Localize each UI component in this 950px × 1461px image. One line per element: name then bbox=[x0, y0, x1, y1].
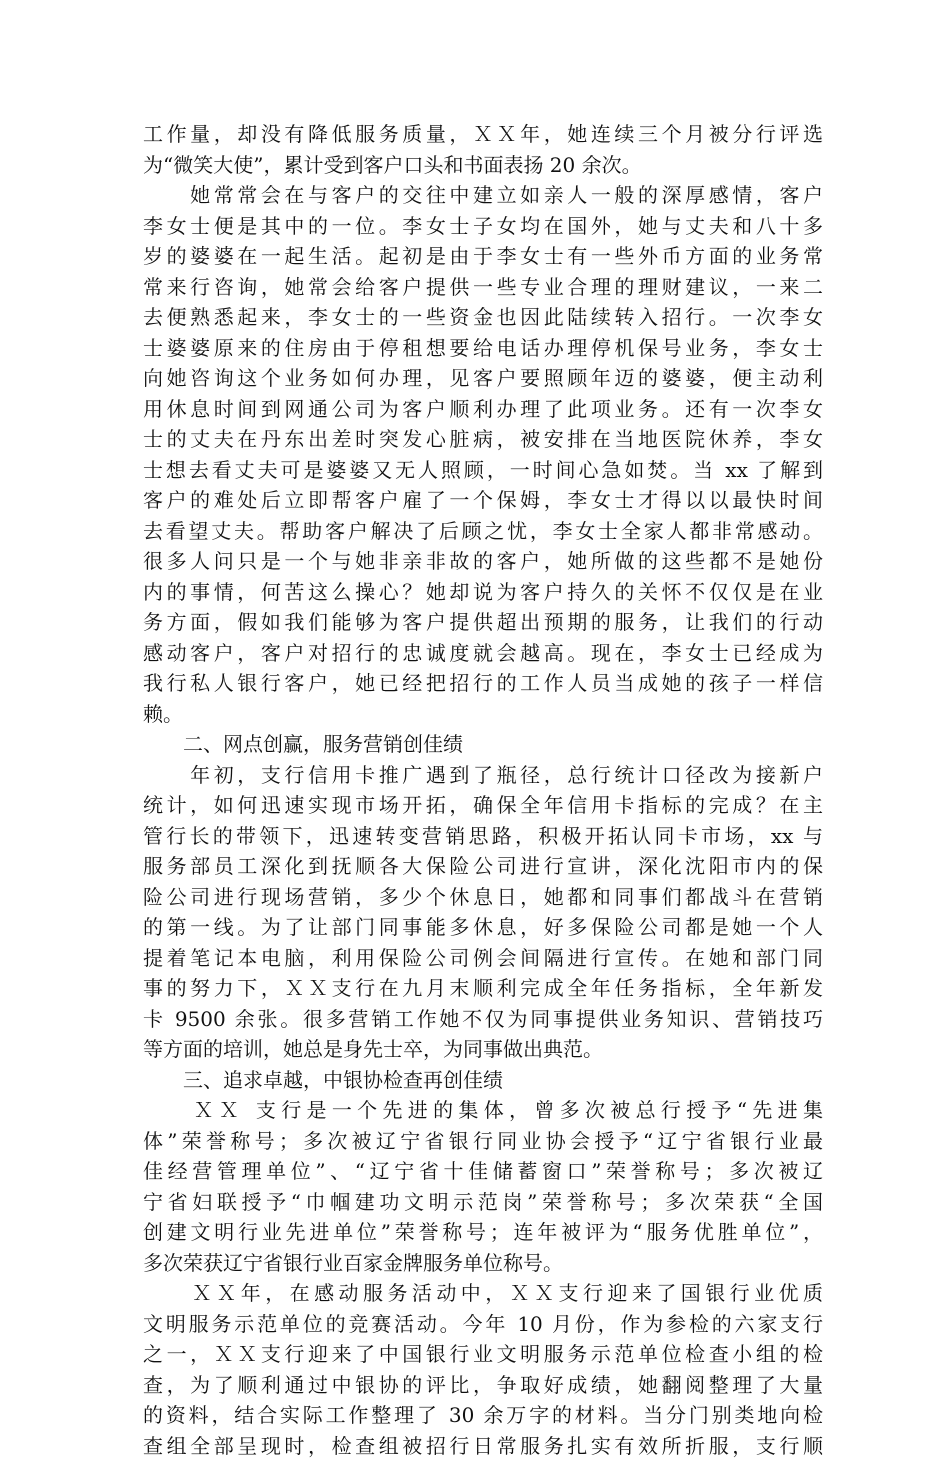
text-line: 管行长的带领下，迅速转变营销思路，积极开拓认同卡市场，xx 与 bbox=[143, 821, 823, 852]
text-line: 我行私人银行客户，她已经把招行的工作人员当成她的孩子一样信 bbox=[143, 668, 823, 699]
text-line: 李女士便是其中的一位。李女士子女均在国外，她与丈夫和八十多 bbox=[143, 211, 823, 242]
text-line: 感动客户，客户对招行的忠诚度就会越高。现在，李女士已经成为 bbox=[143, 638, 823, 669]
text-line: 宁省妇联授予“巾帼建功文明示范岗”荣誉称号；多次荣获“全国 bbox=[143, 1187, 823, 1218]
text-line: 佳经营管理单位”、“辽宁省十佳储蓄窗口”荣誉称号；多次被辽 bbox=[143, 1156, 823, 1187]
text-line: 内的事情，何苦这么操心？她却说为客户持久的关怀不仅仅是在业 bbox=[143, 577, 823, 608]
text-line: 去便熟悉起来，李女士的一些资金也因此陆续转入招行。一次李女 bbox=[143, 302, 823, 333]
text-line: ＸＸ年，在感动服务活动中，ＸＸ支行迎来了国银行业优质 bbox=[143, 1278, 823, 1309]
text-line: 体”荣誉称号；多次被辽宁省银行同业协会授予“辽宁省银行业最 bbox=[143, 1126, 823, 1157]
text-line: 工作量，却没有降低服务质量，ＸＸ年，她连续三个月被分行评选 bbox=[143, 119, 823, 150]
text-line: 赖。 bbox=[143, 699, 823, 730]
text-line: 文明服务示范单位的竞赛活动。今年 10 月份，作为参检的六家支行 bbox=[143, 1309, 823, 1340]
text-line: 务方面，假如我们能够为客户提供超出预期的服务，让我们的行动 bbox=[143, 607, 823, 638]
text-line: 创建文明行业先进单位”荣誉称号；连年被评为“服务优胜单位”， bbox=[143, 1217, 823, 1248]
document-body bbox=[143, 119, 823, 1461]
text-line: 士的丈夫在丹东出差时突发心脏病，被安排在当地医院休养，李女 bbox=[143, 424, 823, 455]
text-line: 客户的难处后立即帮客户雇了一个保姆，李女士才得以以最快时间 bbox=[143, 485, 823, 516]
text-line: 士想去看丈夫可是婆婆又无人照顾，一时间心急如焚。当 xx 了解到 bbox=[143, 455, 823, 486]
text-line: 统计，如何迅速实现市场开拓，确保全年信用卡指标的完成？在主 bbox=[143, 790, 823, 821]
text-line: 年初，支行信用卡推广遇到了瓶径，总行统计口径改为接新户 bbox=[143, 760, 823, 791]
text-line: 险公司进行现场营销，多少个休息日，她都和同事们都战斗在营销 bbox=[143, 882, 823, 913]
text-line: 卡 9500 余张。很多营销工作她不仅为同事提供业务知识、营销技巧 bbox=[143, 1004, 823, 1035]
text-line: 为“微笑大使”，累计受到客户口头和书面表扬 20 余次。 bbox=[143, 150, 823, 181]
text-line: 去看望丈夫。帮助客户解决了后顾之忧，李女士全家人都非常感动。 bbox=[143, 516, 823, 547]
text-line: 三、追求卓越，中银协检查再创佳绩 bbox=[143, 1065, 823, 1096]
text-line: 用休息时间到网通公司为客户顺利办理了此项业务。还有一次李女 bbox=[143, 394, 823, 425]
text-line: 常来行咨询，她常会给客户提供一些专业合理的理财建议，一来二 bbox=[143, 272, 823, 303]
text-line: 等方面的培训，她总是身先士卒，为同事做出典范。 bbox=[143, 1034, 823, 1065]
text-line: 士婆婆原来的住房由于停租想要给电话办理停机保号业务，李女士 bbox=[143, 333, 823, 364]
text-line: 的第一线。为了让部门同事能多休息，好多保险公司都是她一个人 bbox=[143, 912, 823, 943]
text-line: 提着笔记本电脑，利用保险公司例会间隔进行宣传。在她和部门同 bbox=[143, 943, 823, 974]
text-line: 之一，ＸＸ支行迎来了中国银行业文明服务示范单位检查小组的检 bbox=[143, 1339, 823, 1370]
text-line: 岁的婆婆在一起生活。起初是由于李女士有一些外币方面的业务常 bbox=[143, 241, 823, 272]
text-line: 服务部员工深化到抚顺各大保险公司进行宣讲，深化沈阳市内的保 bbox=[143, 851, 823, 882]
text-line: 事的努力下，ＸＸ支行在九月末顺利完成全年任务指标，全年新发 bbox=[143, 973, 823, 1004]
text-line: 的资料，结合实际工作整理了 30 余万字的材料。当分门别类地向检 bbox=[143, 1400, 823, 1431]
text-line: 很多人问只是一个与她非亲非故的客户，她所做的这些都不是她份 bbox=[143, 546, 823, 577]
text-line: 查组全部呈现时，检查组被招行日常服务扎实有效所折服，支行顺 bbox=[143, 1431, 823, 1461]
text-line: ＸＸ 支行是一个先进的集体，曾多次被总行授予“先进集 bbox=[143, 1095, 823, 1126]
text-line: 二、网点创赢，服务营销创佳绩 bbox=[143, 729, 823, 760]
text-line: 查，为了顺利通过中银协的评比，争取好成绩，她翻阅整理了大量 bbox=[143, 1370, 823, 1401]
text-line: 向她咨询这个业务如何办理，见客户要照顾年迈的婆婆，便主动利 bbox=[143, 363, 823, 394]
text-line: 她常常会在与客户的交往中建立如亲人一般的深厚感情，客户 bbox=[143, 180, 823, 211]
text-line: 多次荣获辽宁省银行业百家金牌服务单位称号。 bbox=[143, 1248, 823, 1279]
